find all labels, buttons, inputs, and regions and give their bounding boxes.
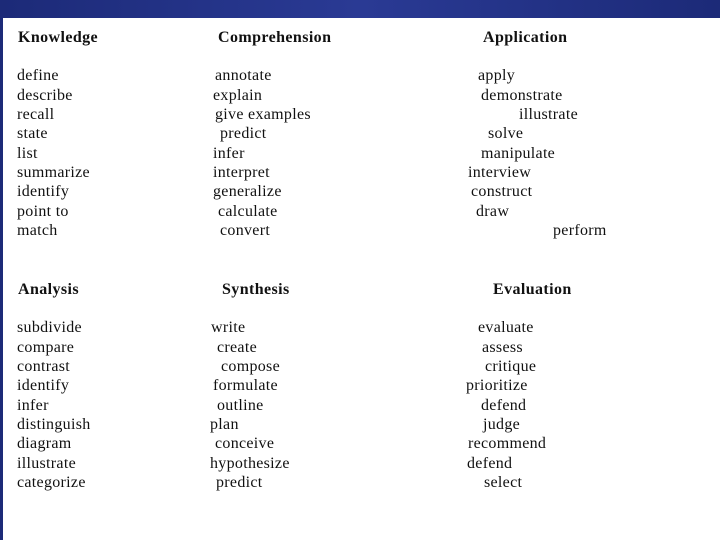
left-decorative-strip	[0, 18, 3, 540]
heading-evaluation: Evaluation	[493, 281, 572, 298]
verb-comprehension-8: calculate	[218, 203, 278, 220]
verb-comprehension-1: annotate	[215, 67, 272, 84]
verb-application-9: perform	[553, 222, 607, 239]
verb-knowledge-7: identify	[17, 183, 70, 200]
verb-analysis-8: illustrate	[17, 455, 76, 472]
verb-comprehension-9: convert	[220, 222, 271, 239]
verb-evaluation-6: judge	[483, 416, 521, 433]
verb-evaluation-8: defend	[467, 455, 513, 472]
verb-analysis-2: compare	[17, 339, 75, 356]
verb-knowledge-6: summarize	[17, 164, 90, 181]
verb-application-3: illustrate	[519, 106, 578, 123]
verb-application-7: construct	[471, 183, 533, 200]
verb-synthesis-5: outline	[217, 397, 264, 414]
verb-analysis-7: diagram	[17, 435, 72, 452]
verb-synthesis-6: plan	[210, 416, 239, 433]
verb-comprehension-6: interpret	[213, 164, 270, 181]
verb-analysis-4: identify	[17, 377, 70, 394]
verb-knowledge-8: point to	[17, 203, 69, 220]
heading-comprehension: Comprehension	[218, 29, 332, 46]
verb-synthesis-8: hypothesize	[210, 455, 290, 472]
verb-comprehension-5: infer	[213, 145, 245, 162]
heading-analysis: Analysis	[18, 281, 79, 298]
verb-evaluation-7: recommend	[468, 435, 547, 452]
verb-synthesis-9: predict	[216, 474, 263, 491]
verb-synthesis-4: formulate	[213, 377, 278, 394]
verb-synthesis-1: write	[211, 319, 246, 336]
verb-knowledge-4: state	[17, 125, 48, 142]
heading-synthesis: Synthesis	[222, 281, 290, 298]
verb-analysis-3: contrast	[17, 358, 71, 375]
verb-application-8: draw	[476, 203, 510, 220]
verb-application-2: demonstrate	[481, 87, 563, 104]
verb-application-1: apply	[478, 67, 516, 84]
verb-evaluation-9: select	[484, 474, 523, 491]
verb-synthesis-3: compose	[221, 358, 280, 375]
verb-analysis-1: subdivide	[17, 319, 82, 336]
verb-knowledge-9: match	[17, 222, 58, 239]
verb-analysis-6: distinguish	[17, 416, 91, 433]
verb-synthesis-7: conceive	[215, 435, 275, 452]
verb-knowledge-5: list	[17, 145, 38, 162]
verb-comprehension-3: give examples	[215, 106, 311, 123]
heading-application: Application	[483, 29, 568, 46]
verb-knowledge-1: define	[17, 67, 59, 84]
verb-application-5: manipulate	[481, 145, 556, 162]
verb-analysis-5: infer	[17, 397, 49, 414]
heading-knowledge: Knowledge	[18, 29, 99, 46]
verb-evaluation-3: critique	[485, 358, 537, 375]
verb-evaluation-2: assess	[482, 339, 523, 356]
top-decorative-band	[0, 0, 720, 18]
verb-evaluation-4: prioritize	[466, 377, 528, 394]
verb-application-6: interview	[468, 164, 532, 181]
verb-comprehension-2: explain	[213, 87, 263, 104]
verb-comprehension-7: generalize	[213, 183, 282, 200]
verb-knowledge-2: describe	[17, 87, 73, 104]
verb-evaluation-5: defend	[481, 397, 527, 414]
verb-comprehension-4: predict	[220, 125, 267, 142]
verb-application-4: solve	[488, 125, 524, 142]
verb-synthesis-2: create	[217, 339, 257, 356]
verb-evaluation-1: evaluate	[478, 319, 534, 336]
verb-knowledge-3: recall	[17, 106, 55, 123]
verb-analysis-9: categorize	[17, 474, 86, 491]
